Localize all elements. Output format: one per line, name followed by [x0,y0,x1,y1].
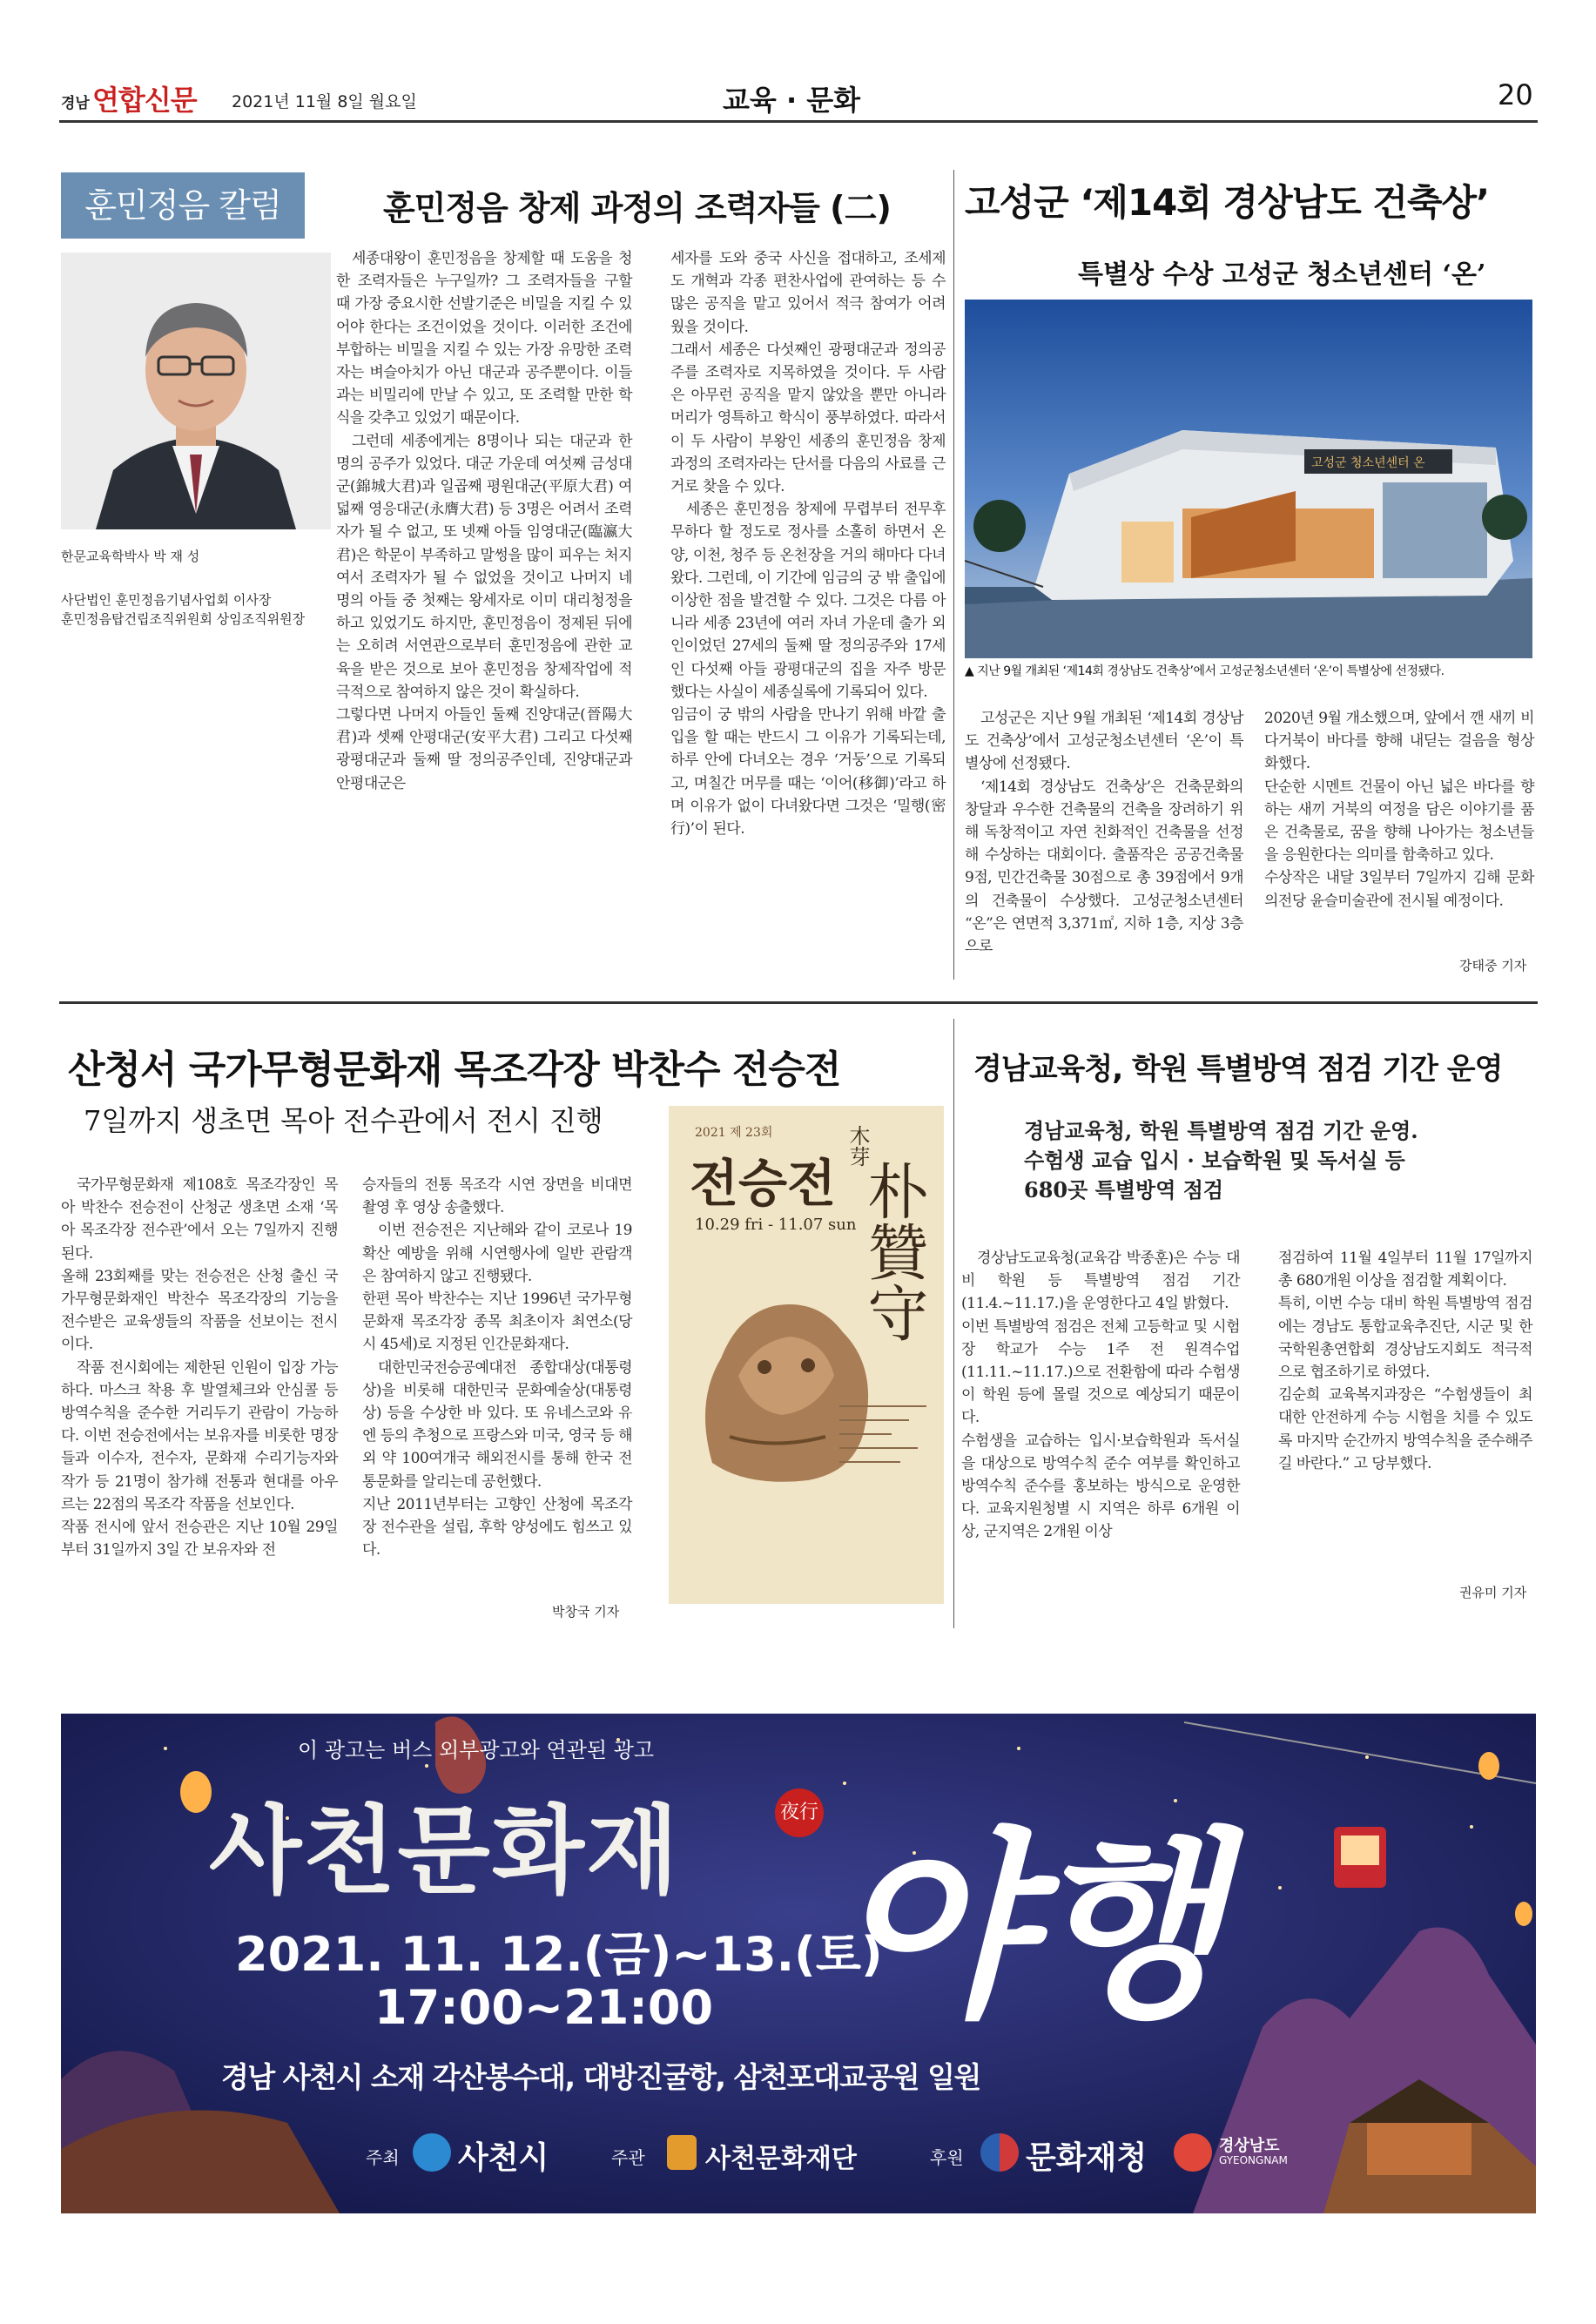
goseong-title: 고성군 ‘제14회 경상남도 건축상’ [965,181,1490,224]
education-byline: 권유미 기자 [1459,1585,1527,1600]
paragraph: 그래서 세종은 다섯째인 광평대군과 정의공주를 조력자로 지목하였을 것이다. 두 사람은 아무런 공직을 맡지 않았을 뿐만 아니라 머리가 영특하고 학식이 풍부하였다. 따라서 이 두 사람이 부왕인 세종의 훈민정음 창제 과정의 조력자라는 단서를 다음의 사료를 근거로 찾을 수 있다. [670,340,946,496]
host-label: 주최 [366,2147,400,2168]
column-title: 훈민정음 창제 과정의 조력자들 (二) [383,189,891,227]
sponsor2-name-en: GYEONGNAM [1219,2154,1288,2166]
poster-artist-top: 木芽 [845,1125,870,1167]
paragraph: 그런데 세종에게는 8명이나 되는 대군과 한 명의 공주가 있었다. 대군 가운데 여섯째 금성대군(錦城大君)과 일곱째 평원대군(平原大君) 여덟째 영응대군(永膺大君) 등 3명은 어려서 조력자가 될 수 없고, 또 넷째 아들 임영대군(臨瀛大君)은 학문이 부족하고 말썽을 많이 피우는 처지여서 조력자가 될 수 없었을 것이고 나머지 네 명의 아들 중 첫째는 왕세자로 이미 대리청정을 하고 있었기도 하지만, 훈민정음이 정제된 뒤에는 오히려 서연관으로부터 훈민정음에 관한 교육을 받은 것으로 보아 훈민정음 창제작업에 적극적으로 참여하지 않은 것이 확실하다. [336,432,632,701]
exhibition-poster [669,1106,944,1604]
poster-artist-name: 朴贊守 [858,1160,929,1343]
paragraph: 세자를 도와 중국 사신을 접대하고, 조세제도 개혁과 각종 편찬사업에 관여하는 등 수많은 공직을 맡고 있어서 적극 참여가 어려웠을 것이다. [670,250,946,336]
sancheong-text-col2 [362,1174,632,1561]
goseong-text-col2 [1264,707,1534,913]
paragraph: 2020년 9월 개소했으며, 앞에서 깬 새끼 비다거북이 바다를 향해 내딛는 걸음을 형상화했다. [1264,710,1534,773]
paragraph: 이번 특별방역 점검은 전체 고등학교 및 시험장 학교가 수능 1주 전 원격수업(11.11.~11.17.)으로 전환함에 따라 수험생이 학원 등에 몰릴 것으로 예상되기 때문이다. [961,1317,1240,1427]
building-sign: 고성군 청소년센터 온 [1311,456,1425,470]
goseong-subtitle: 특별상 수상 고성군 청소년센터 ‘온’ [1078,259,1486,290]
paragraph: 그렇다면 나머지 아들인 둘째 진양대군(晉陽大君)과 셋째 안평대군(安平大君) 그리고 다섯째 광평대군과 둘째 딸 정의공주인데, 진양대군과 안평대군은 [336,706,632,792]
sponsor1-logo-icon [980,2133,1019,2172]
summary-line: 680곳 특별방역 점검 [1024,1177,1224,1202]
education-summary [1024,1116,1418,1205]
paragraph: 작품 전시에 앞서 전승관은 지난 10월 29일부터 31일까지 3일 간 보유자와 전 [61,1519,338,1559]
sponsor1-name: 문화재청 [1026,2140,1148,2176]
summary-line: 수험생 교습 입시 · 보습학원 및 독서실 등 [1024,1148,1405,1173]
ad-night-tag-label: 夜行 [779,1802,818,1823]
host-name: 사천시 [458,2140,549,2176]
ad-notice: 이 광고는 버스 외부광고와 연관된 광고 [298,1738,655,1762]
column-text-col1 [336,247,632,795]
paragraph: 임금이 궁 밖의 사람을 만나기 위해 바깥 출입을 할 때는 반드시 그 이유가 기록되는데, 하루 안에 다녀오는 경우 ‘거둥’으로 기록되고, 며칠간 머무를 때는 ‘이어(移御)’라고 하며 이유가 없이 다녀왔다면 그것은 ‘밀행(密行)’이 된다. [670,706,946,839]
paragraph: 이번 전승전은 지난해와 같이 코로나 19 확산 예방을 위해 시연행사에 일반 관람객은 참여하지 않고 진행됐다. [362,1222,632,1285]
ad-time: 17:00~21:00 [374,1980,714,2035]
ad-dates: 2021. 11. 12.(금)~13.(토) [235,1927,883,1982]
author-role-1: 사단법인 훈민정음기념사업회 이사장 [61,592,272,608]
masthead-date: 2021년 11월 8일 월요일 [232,92,417,111]
ad-title: 사천문화재 [209,1795,681,1907]
paragraph: 김순희 교육복지과장은 “수험생들이 최대한 안전하게 수능 시험을 치를 수 있도록 마지막 순간까지 방역수칙을 준수해주길 바란다.” 고 당부했다. [1278,1386,1532,1472]
sancheong-title: 산청서 국가무형문화재 목조각장 박찬수 전승전 [68,1047,841,1092]
poster-info-block [839,1393,926,1585]
education-text-col2 [1278,1247,1532,1475]
paragraph: 국가무형문화재 제108호 목조각장인 목아 박찬수 전승전이 산청군 생초면 소재 ‘목아 목조각장 전수관’에서 오는 7일까지 진행된다. [61,1176,338,1263]
paragraph: 작품 전시회에는 제한된 인원이 입장 가능하다. 마스크 착용 후 발열체크와 안심콜 등 방역수칙을 준수한 거리두기 관람이 가능하다. 이번 전승전에서는 보유자를 비롯한 명장들과 이수자, 전수자, 문화재 수리기능자와 작가 등 21명이 참가해 전통과 현대를 아우르는 22점의 목조각 작품을 선보인다. [61,1358,338,1513]
page-number: 20 [1498,78,1533,111]
author-photo [61,253,331,529]
paragraph: 단순한 시멘트 건물이 아닌 넓은 바다를 향하는 새끼 거북의 여정을 담은 이야기를 품은 건축물로, 꿈을 향해 나아가는 청소년들을 응원한다는 의미를 함축하고 있다. [1264,778,1534,865]
paragraph: 점검하여 11월 4일부터 11월 17일까지 총 680개원 이상을 점검할 계획이다. [1278,1250,1532,1290]
paragraph: 올해 23회째를 맞는 전승전은 산청 출신 국가무형문화재인 박찬수 목조각장의 기능을 전수받은 교육생들의 작품을 선보이는 전시이다. [61,1267,338,1354]
poster-dates: 10.29 fri - 11.07 sun [695,1216,857,1234]
masthead [61,77,1541,117]
education-title: 경남교육청, 학원 특별방역 점검 기간 운영 [973,1052,1503,1087]
sponsor2-logo-icon [1174,2133,1212,2172]
section-title: 교육 · 문화 [723,84,861,117]
photo-caption: ▲ 지난 9월 개최된 ‘제14회 경상남도 건축상’에서 고성군청소년센터 ‘온’이 특별상에 선정됐다. [965,664,1444,678]
advertisement-banner [61,1714,1536,2213]
sancheong-subtitle: 7일까지 생초면 목아 전수관에서 전시 진행 [84,1104,603,1137]
education-text-col1 [961,1247,1240,1544]
goseong-text-col1 [965,707,1243,958]
organizer-logo-icon [667,2135,697,2170]
ad-night-tag [775,1788,824,1837]
paragraph: 경상남도교육청(교육감 박종훈)은 수능 대비 학원 등 특별방역 점검 기간(11.4.~11.17.)을 운영한다고 4일 밝혔다. [961,1250,1240,1313]
sponsor2-name: 경상남도 [1219,2137,1280,2155]
paragraph: 승자들의 전통 목조각 시연 장면을 비대면 촬영 후 영상 송출했다. [362,1176,632,1217]
paragraph: 세종은 훈민정음 창제에 무렵부터 전무후무하다 할 정도로 정사를 소홀히 하면서 온양, 이천, 청주 등 온천장을 거의 해마다 다녀왔다. 그런데, 이 기간에 임금의 궁 밖 출입에 이상한 점을 발견할 수 있다. 그것은 다름 아니라 세종 23년에 여러 자녀 가운데 출가 외인이었던 27세의 둘째 딸 정의공주와 17세인 다섯째 아들 광평대군의 집을 자주 방문했다는 사실이 세종실록에 기록되어 있다. [670,501,946,701]
summary-line: 경남교육청, 학원 특별방역 점검 기간 운영. [1024,1118,1418,1143]
column-tag [61,172,305,239]
paragraph: 수험생을 교습하는 입시·보습학원과 독서실을 대상으로 방역수칙 준수 여부를 확인하고 방역수칙 준수를 홍보하는 방식으로 운영한다. 교육지원청별 시 지역은 하루 6개원 이상, 군지역은 2개원 이상 [961,1431,1240,1541]
masthead-rule [59,120,1538,123]
author-caption: 한문교육학박사 박 재 성 [61,549,200,564]
divider [953,170,954,980]
column-tag-label: 훈민정음 칼럼 [84,186,281,225]
sponsor-label: 후원 [930,2147,964,2168]
sancheong-text-col1 [61,1174,338,1561]
paragraph: 수상작은 내달 3일부터 7일까지 김해 문화의전당 윤슬미술관에 전시될 예정이다. [1264,869,1534,910]
sancheong-byline: 박창국 기자 [552,1604,620,1620]
goseong-byline: 강태중 기자 [1459,958,1527,973]
masthead-logo: 연합신문 [92,84,197,117]
building-photo [965,300,1532,658]
ad-big-title: 야행 [836,1809,1223,2044]
column-text-col2 [670,247,946,840]
paragraph: 세종대왕이 훈민정음을 창제할 때 도움을 청한 조력자들은 누구일까? 그 조력자들을 구할 때 가장 중요시한 선발기준은 비밀을 지킬 수 있어야 한다는 조건이었을 것이다. 이러한 조건에 부합하는 비밀을 지킬 수 있는 가장 유망한 조력자는 벼슬아치가 아닌 대군과 공주뿐이다. 이들과는 비밀리에 만날 수 있고, 또 조력할 만한 학식을 갖추고 있었기 때문이다. [336,250,632,428]
poster-title: 전승전 [690,1154,837,1213]
organizer-label: 주관 [611,2147,645,2168]
divider [953,1019,954,1628]
organizer-name: 사천문화재단 [705,2144,857,2174]
paragraph: 특히, 이번 수능 대비 학원 특별방역 점검에는 경남도 통합교육추진단, 시군 및 한국학원총연합회 경상남도지회도 적극적으로 협조하기로 하였다. [1278,1295,1532,1382]
paragraph: ‘제14회 경상남도 건축상’은 건축문화의 창달과 우수한 건축물의 건축을 장려하기 위해 독창적이고 자연 친화적인 건축물을 선정해 수상하는 대회이다. 출품작은 공공건축물 9점, 민간건축물 30점으로 총 39점에서 9개의 건축물이 수상했다. 고성군청소년센터 “온”은 연면적 3,371㎡, 지하 1층, 지상 3층으로 [965,778,1243,956]
author-role-2: 훈민정음탑건립조직위원회 상임조직위원장 [61,611,306,627]
poster-edition: 2021 제 23회 [695,1126,773,1140]
masthead-region: 경남 [61,95,90,112]
ad-venue: 경남 사천시 소재 각산봉수대, 대방진굴항, 삼천포대교공원 일원 [221,2060,980,2094]
paragraph: 고성군은 지난 9월 개최된 ‘제14회 경상남도 건축상’에서 고성군청소년센터 ‘온’이 특별상에 선정됐다. [965,710,1243,773]
paragraph: 한편 목아 박찬수는 지난 1996년 국가무형문화재 목조각장 종목 최초이자 최연소(당시 45세)로 지정된 인간문화재다. [362,1290,632,1354]
paragraph: 대한민국전승공예대전 종합대상(대통령상)을 비롯해 대한민국 문화예술상(대통령상) 등을 수상한 바 있다. 또 유네스코와 유엔 등의 추청으로 프랑스와 미국, 영국 등 해외 약 100여개국 해외전시를 통해 한국 전통문화를 알리는데 공헌했다. [362,1358,632,1491]
paragraph: 지난 2011년부터는 고향인 산청에 목조각장 전수관을 설립, 후학 양성에도 힘쓰고 있다. [362,1495,632,1559]
section-divider [59,1001,1538,1004]
host-logo-icon [413,2133,451,2172]
